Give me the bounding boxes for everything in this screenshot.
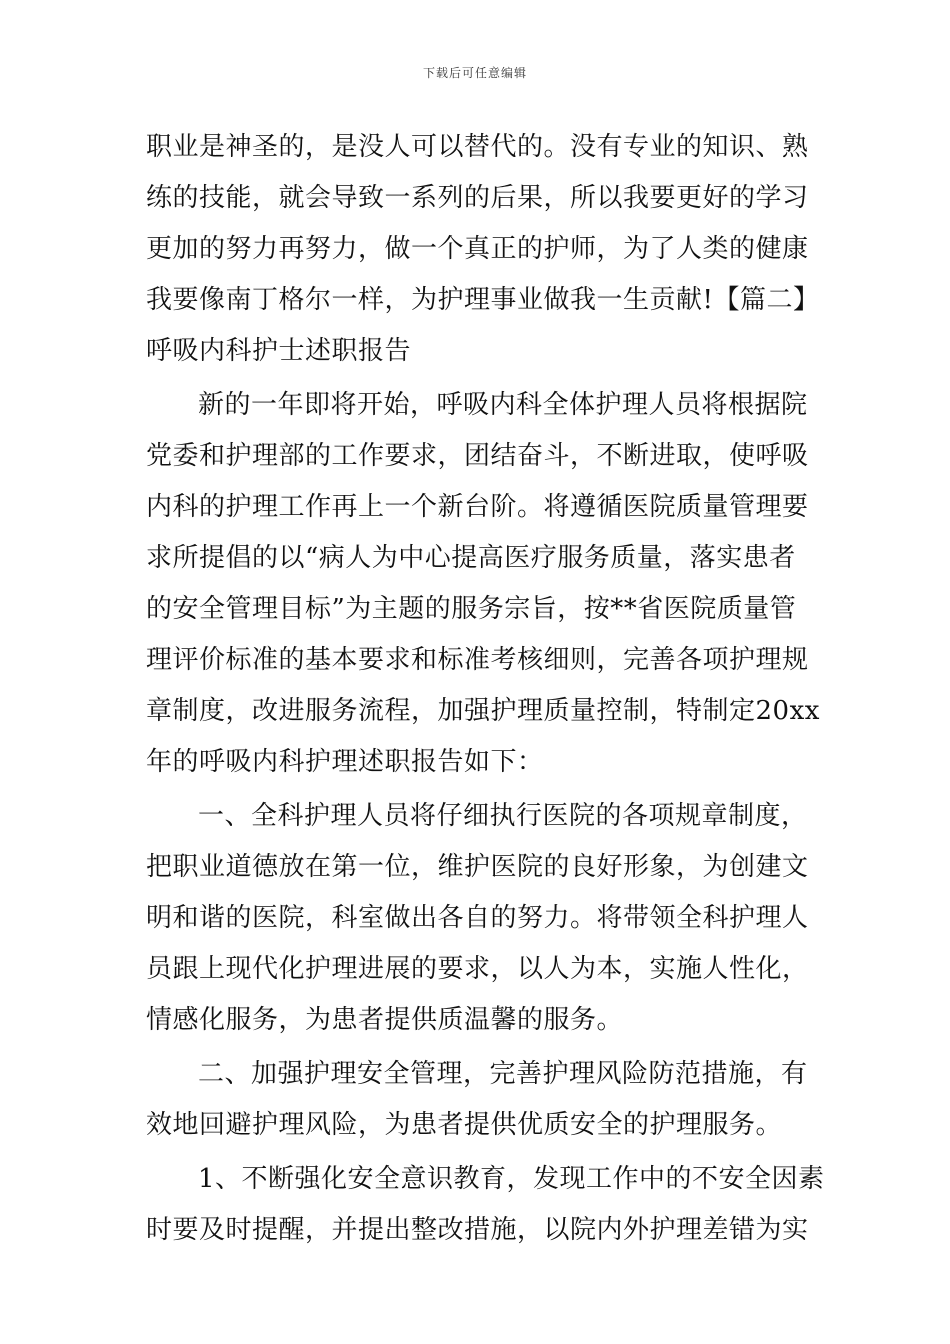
text-line: 把职业道德放在第一位，维护医院的良好形象，为创建文 bbox=[146, 852, 809, 882]
text-line: 我要像南丁格尔一样，为护理事业做我一生贡献!【篇二】 bbox=[146, 285, 820, 315]
text-line: 二、加强护理安全管理，完善护理风险防范措施，有 bbox=[198, 1059, 808, 1089]
text-line: 明和谐的医院，科室做出各自的努力。将带领全科护理人 bbox=[146, 903, 809, 933]
page-header: 下载后可任意编辑 bbox=[422, 66, 527, 80]
text-line: 员跟上现代化护理进展的要求，以人为本，实施人性化， bbox=[146, 954, 809, 984]
text-line: 党委和护理部的工作要求，团结奋斗，不断进取，使呼吸 bbox=[146, 441, 809, 471]
text-line: 章制度，改进服务流程，加强护理质量控制，特制定20xx bbox=[146, 696, 820, 726]
text-line: 练的技能，就会导致一系列的后果，所以我要更好的学习 bbox=[146, 183, 809, 213]
text-line: 1、不断强化安全意识教育，发现工作中的不安全因素 bbox=[198, 1164, 825, 1194]
text-line: 更加的努力再努力，做一个真正的护师，为了人类的健康 bbox=[146, 234, 809, 264]
section-title: 呼吸内科护士述职报告 bbox=[146, 336, 412, 366]
text-line: 内科的护理工作再上一个新台阶。将遵循医院质量管理要 bbox=[146, 492, 809, 522]
text-line: 效地回避护理风险，为患者提供优质安全的护理服务。 bbox=[146, 1110, 783, 1140]
document-body bbox=[146, 122, 825, 1256]
text-line: 新的一年即将开始，呼吸内科全体护理人员将根据院 bbox=[198, 390, 808, 420]
text-line: 职业是神圣的，是没人可以替代的。没有专业的知识、熟 bbox=[146, 132, 809, 162]
text-line: 一、全科护理人员将仔细执行医院的各项规章制度， bbox=[198, 801, 808, 831]
text-line: 时要及时提醒，并提出整改措施，以院内外护理差错为实 bbox=[146, 1215, 809, 1245]
text-line: 求所提倡的以“病人为中心提高医疗服务质量，落实患者 bbox=[146, 543, 796, 573]
text-line: 的安全管理目标”为主题的服务宗旨，按**省医院质量管 bbox=[146, 594, 797, 624]
text-line: 年的呼吸内科护理述职报告如下： bbox=[146, 747, 544, 777]
text-line: 情感化服务，为患者提供质温馨的服务。 bbox=[146, 1005, 624, 1035]
text-line: 理评价标准的基本要求和标准考核细则，完善各项护理规 bbox=[146, 645, 809, 675]
